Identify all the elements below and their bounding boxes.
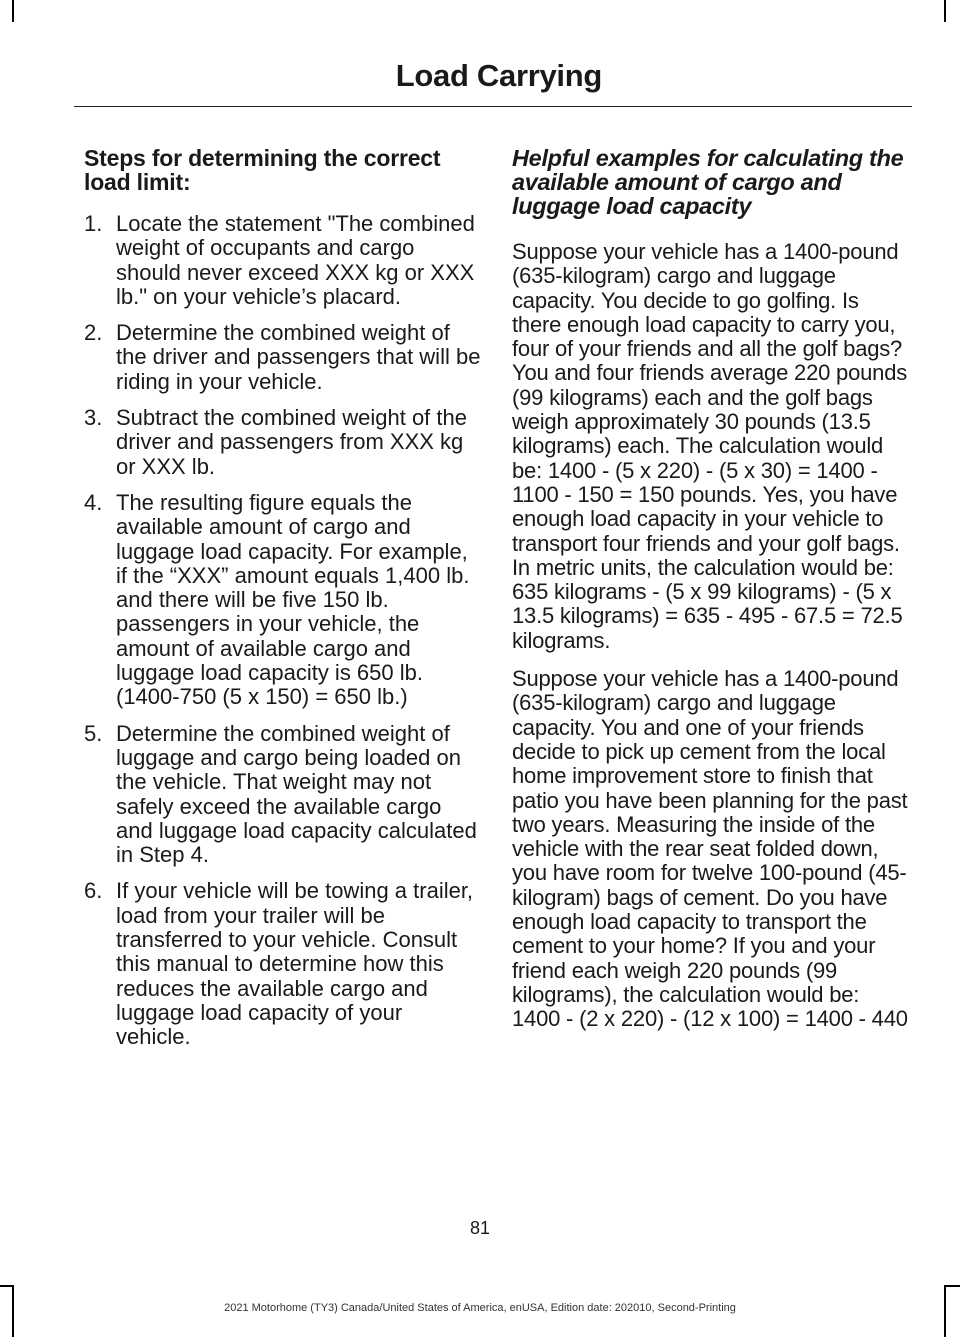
header-divider xyxy=(74,106,912,107)
crop-mark-top-right xyxy=(944,0,946,22)
example-paragraph-golf: Suppose your vehicle has a 1400-pound (635-kilogram) cargo and luggage capacity. You decide to go golfing. Is there enough load capacity to carry you, four of your friends and all the golf bags? You and four friends average 220 pounds (99 kilograms) each and the golf bags weigh approximately 30 pounds (13.5 kilograms) each. The calculation would be: 1400 - (5 x 220) - (5 x 30) = 1400 - 1100 - 150 = 150 pounds. Yes, you have enough load capacity in your vehicle to transport four friends and your golf bags. In metric units, the calculation would be: 635 kilograms - (5 x 99 kilograms) - (5 x 13.5 kilograms) = 635 - 495 - 67.5 = 72.5 kilograms. xyxy=(512,239,908,653)
list-item xyxy=(84,879,482,1049)
step-number: 2. xyxy=(84,320,103,346)
step-number: 6. xyxy=(84,878,103,904)
steps-heading: Steps for determining the correct load limit: xyxy=(84,145,441,195)
step-number: 3. xyxy=(84,405,103,431)
step-text: If your vehicle will be towing a trailer, load from your trailer will be transferred to your vehicle. Consult this manual to determine how this reduces the available cargo and luggage load capacity of your vehicle. xyxy=(116,878,474,1050)
list-item xyxy=(84,406,482,479)
step-text: Subtract the combined weight of the driver and passengers from XXX kg or XXX lb. xyxy=(116,405,467,479)
step-text: Determine the combined weight of luggage and cargo being loaded on the vehicle. That weight may not safely exceed the available cargo and luggage load capacity calculated in Step 4. xyxy=(116,720,477,868)
crop-mark-bottom-right-h xyxy=(944,1285,960,1287)
list-item xyxy=(84,212,482,309)
list-item xyxy=(84,722,482,868)
step-text: The resulting figure equals the available amount of cargo and luggage load capacity. For example, if the “XXX” amount equals 1,400 lb. and there will be five 150 lb. passengers in your vehicle, the amount of available cargo and luggage load capacity is 650 lb. (1400-750 (5 x 150) = 650 lb.) xyxy=(116,489,470,710)
step-number: 4. xyxy=(84,489,103,515)
example-paragraph-cement: Suppose your vehicle has a 1400-pound (635-kilogram) cargo and luggage capacity. You and one of your friends decide to pick up cement from the local home improvement store to finish that patio you have been planning for the past two years. Measuring the inside of the vehicle with the rear seat folded down, you have room for twelve 100-pound (45-kilogram) bags of cement. Do you have enough load capacity to transport the cement to your home? If you and your friend each weigh 220 pounds (99 kilograms), the calculation would be: 1400 - (2 x 220) - (12 x 100) = 1400 - 440 xyxy=(512,666,908,1032)
page-number: 81 xyxy=(469,1218,491,1238)
step-text: Determine the combined weight of the driver and passengers that will be riding in your vehicle. xyxy=(116,320,481,394)
right-column xyxy=(512,146,912,1046)
page-title: Load Carrying xyxy=(395,58,602,93)
crop-mark-bottom-left-h xyxy=(0,1285,14,1287)
crop-mark-top-left xyxy=(12,0,14,22)
steps-list xyxy=(84,212,482,1050)
list-item xyxy=(84,491,482,710)
list-item xyxy=(84,321,482,394)
step-number: 5. xyxy=(84,720,103,746)
examples-heading: Helpful examples for calculating the available amount of cargo and luggage load capacity xyxy=(512,145,904,219)
step-number: 1. xyxy=(84,211,103,236)
left-column xyxy=(84,146,482,1062)
footer-edition-info: 2021 Motorhome (TY3) Canada/United States of America, enUSA, Edition date: 202010, Second-Printing xyxy=(224,1302,736,1314)
step-text: Locate the statement "The combined weight of occupants and cargo should never exceed XXX kg or XXX lb." on your vehicle’s placard. xyxy=(116,211,475,309)
